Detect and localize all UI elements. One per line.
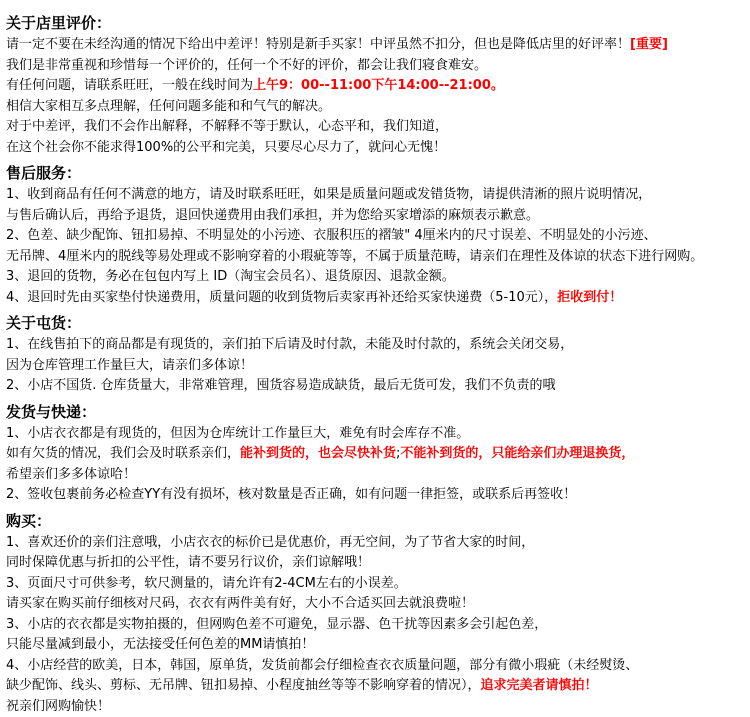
- text-line: [6, 485, 744, 506]
- text-line: [6, 117, 744, 138]
- text-line: [6, 444, 744, 465]
- text-line: [6, 335, 744, 356]
- text-line: [6, 138, 744, 159]
- text-run: 对于中差评，我们不会作出解释，不解释不等于默认，心态平和，我们知道，: [6, 119, 448, 134]
- text-line: [6, 247, 744, 268]
- section-title-stock: 关于屯货：: [6, 313, 744, 333]
- text-run: 我们是非常重视和珍惜每一个评价的，任何一个不好的评价，都会让我们寝食难安。: [6, 58, 487, 73]
- text-run: 请买家在购买前仔细核对尺码，衣衣有两件美有好，大小不合适买回去就浪费啦！: [6, 596, 474, 611]
- text-line: [6, 356, 744, 377]
- text-line: [6, 185, 744, 206]
- text-line: [6, 533, 744, 554]
- text-run: 希望亲们多多体谅哈！: [6, 467, 136, 482]
- text-run: 能补到货的，也会尽快补货: [240, 446, 396, 461]
- text-line: [6, 465, 744, 486]
- text-run: 追求完美者请慎拍！: [481, 678, 598, 693]
- text-run: 3、小店的衣衣都是实物拍摄的，但网购色差不可避免，显示器、色干扰等因素多会引起色差，: [6, 617, 547, 632]
- text-run: 无吊牌、4厘米内的脱线等易处理或不影响穿着的小瑕疵等等，不属于质量范畴，请亲们在理性及体谅的状态下进行网购。: [6, 249, 703, 264]
- text-run: 2、色差、缺少配饰、钮扣易掉、不明显处的小污迹、衣服积压的褶皱" 4厘米内的尺寸误差、不明显处的小污迹、: [6, 228, 657, 243]
- section-title-ratings: 关于店里评价：: [6, 13, 744, 33]
- text-run: 缺少配饰、线头、剪标、无吊牌、钮扣易掉、小程度抽丝等等不影响穿着的情况），: [6, 678, 481, 693]
- section-title-shipping: 发货与快递：: [6, 402, 744, 422]
- text-line: [6, 206, 744, 227]
- text-line: [6, 226, 744, 247]
- text-run: 只能尽量减到最小，无法接受任何色差的MM请慎拍！: [6, 637, 314, 652]
- text-run: 2、签收包裹前务必检查YY有没有损坏，核对数量是否正确，如有问题一律拒签，或联系后再签收！: [6, 487, 576, 502]
- text-line: [6, 267, 744, 288]
- text-run: 有任何问题，请联系旺旺，一般在线时间为: [6, 78, 253, 93]
- text-run: 同时保障优惠与折扣的公平性，请不要另行议价，亲们谅解哦！: [6, 555, 370, 570]
- text-line: [6, 635, 744, 656]
- text-line: [6, 594, 744, 615]
- sections-container: [6, 13, 744, 697]
- text-run: 2、小店不国货. 仓库货量大，非常难管理，囤货容易造成缺货，最后无货可发，我们不负责的哦: [6, 378, 556, 393]
- text-run: 与售后确认后，再给予退货，退回快递费用由我们承担，并为您给买家增添的麻烦表示歉意。: [6, 208, 539, 223]
- text-line: [6, 56, 744, 77]
- text-run: 因为仓库管理工作量巨大，请亲们多体谅！: [6, 358, 253, 373]
- text-run: 1、小店衣衣都是有现货的，但因为仓库统计工作量巨大，难免有时会库存不准。: [6, 426, 469, 441]
- text-run: 3、页面尺寸可供参考，软尺测量的，请允许有2-4CM左右的小误差。: [6, 576, 407, 591]
- text-run: 不能补到货的，只能给亲们办理退换货，: [400, 446, 634, 461]
- text-run: 4、退回时先由买家垫付快递费用，质量问题的收到货物后卖家再补还给买家快递费（5-10元），: [6, 290, 557, 305]
- text-line: [6, 553, 744, 574]
- text-run: 相信大家相互多点理解，任何问题多能和和气气的解决。: [6, 99, 331, 114]
- text-line: [6, 676, 744, 697]
- text-run: 在这个社会你不能求得100%的公平和完美，只要尽心尽力了，就问心无愧！: [6, 140, 446, 155]
- text-line: [6, 424, 744, 445]
- text-run: 1、喜欢还价的亲们注意哦，小店衣衣的标价已是优惠价，再无空间，为了节省大家的时间，: [6, 535, 534, 550]
- text-line: [6, 76, 744, 97]
- text-run: 4、小店经营的欧美，日本，韩国，原单货，发货前都会仔细检查衣衣质量问题，部分有微小瑕疵（未经熨烫、: [6, 658, 638, 673]
- text-run: 1、在线售拍下的商品都是有现货的，亲们拍下后请及时付款，未能及时付款的，系统会关闭交易，: [6, 337, 573, 352]
- text-run: ;: [396, 446, 400, 461]
- section-title-buying: 购买：: [6, 511, 744, 531]
- text-run: [重要]: [630, 37, 668, 52]
- text-run: 拒收到付！: [557, 290, 622, 305]
- section-title-after-sales: 售后服务：: [6, 163, 744, 183]
- text-line: [6, 656, 744, 677]
- text-run: 上午9：00--11:00下午14:00--21:00。: [253, 78, 504, 93]
- text-line: [6, 376, 744, 397]
- text-line: [6, 574, 744, 595]
- text-run: 1、收到商品有任何不满意的地方，请及时联系旺旺，如果是质量问题或发错货物，请提供清淅的照片说明情况，: [6, 187, 651, 202]
- text-run: 3、退回的货物，务必在包包内写上 ID（淘宝会员名）、退货原因、退款金额。: [6, 269, 455, 284]
- text-run: 如有欠货的情况，我们会及时联系亲们，: [6, 446, 240, 461]
- text-line: [6, 35, 744, 56]
- text-line: [6, 288, 744, 309]
- text-line: [6, 615, 744, 636]
- text-line: [6, 97, 744, 118]
- text-run: 请一定不要在未经沟通的情况下给出中差评！特别是新手买家！中评虽然不扣分，但也是降低店里的好评率！: [6, 37, 630, 52]
- closing-line: 祝亲们网购愉快！: [6, 697, 744, 717]
